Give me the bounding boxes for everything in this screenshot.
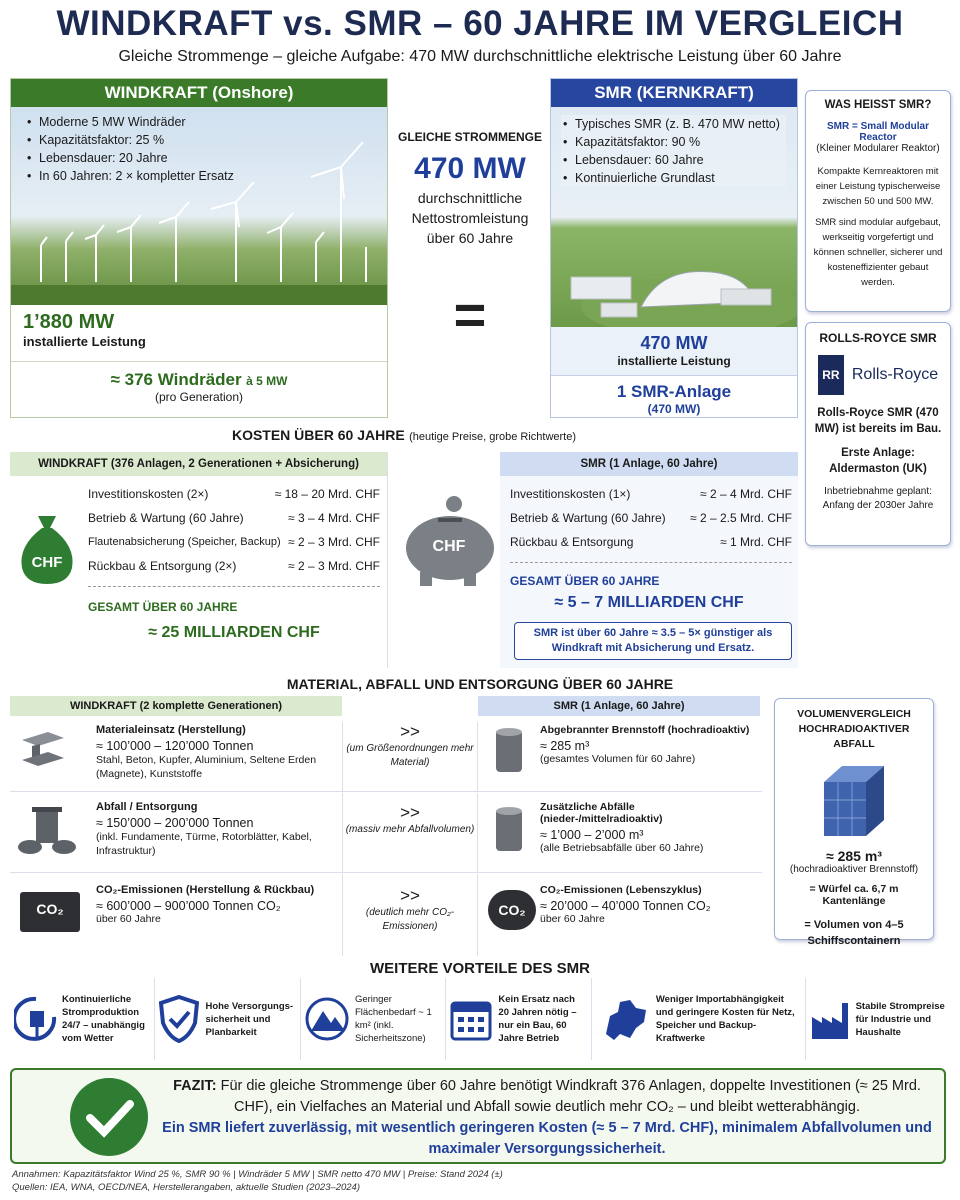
advantage-text: Stabile Strompreise für Industrie und Haushalte	[855, 1000, 945, 1038]
smr-total-label: GESAMT ÜBER 60 JAHRE	[510, 574, 660, 588]
volume-containers: = Volumen von 4–5 Schiffscontainern	[804, 919, 904, 947]
comparison-note: (deutlich mehr CO₂-Emissionen)	[365, 907, 455, 932]
smr-image	[551, 107, 797, 327]
wind-bullet: • Lebensdauer: 20 Jahre	[25, 149, 234, 167]
wind-total-value: ≈ 25 MILLIARDEN CHF	[148, 624, 320, 641]
cost-value: ≈ 2 – 2.5 Mrd. CHF	[690, 511, 792, 525]
smr-costs-rows	[510, 482, 792, 563]
co2-cloud-label: CO₂	[498, 902, 526, 918]
cell-note: Stahl, Beton, Kupfer, Aluminium, Seltene Erden (Magnete), Kunststoffe	[96, 754, 317, 780]
wind-capacity-box	[11, 305, 387, 361]
middle-top-label: GLEICHE STROMMENGE	[397, 130, 542, 144]
cell-value: ≈ 285 m³	[540, 739, 590, 753]
advantages-title: WEITERE VORTEILE DES SMR	[369, 960, 591, 977]
material-wind-header: WINDKRAFT (2 komplette Generationen)	[10, 696, 342, 716]
smr-capacity-value: 470 MW	[640, 333, 708, 353]
smr-material-cell	[540, 801, 760, 854]
volume-title: VOLUMENVERGLEICH HOCHRADIOAKTIVER ABFALL	[797, 708, 911, 750]
wind-capacity-value: 1’880 MW	[23, 311, 115, 333]
cell-title: Abgebrannter Brennstoff (hochradioaktiv)	[540, 724, 750, 736]
cell-note: (gesamtes Volumen für 60 Jahre)	[540, 753, 696, 765]
cell-note: über 60 Jahre	[540, 913, 605, 925]
cell-note: (alle Betriebsabfälle über 60 Jahre)	[540, 842, 704, 854]
cost-label: Investitionskosten (1×)	[510, 487, 631, 501]
wind-costs-panel	[10, 452, 388, 668]
cost-value: ≈ 18 – 20 Mrd. CHF	[274, 487, 380, 501]
cost-label: Rückbau & Entsorgung	[510, 535, 634, 549]
cube-icon	[814, 760, 894, 840]
rr-logo-text: Rolls-Royce	[851, 366, 939, 383]
cell-value: ≈ 1’000 – 2’000 m³	[540, 828, 644, 842]
cell-title: Materialeinsatz (Herstellung)	[96, 724, 246, 736]
volume-note: (hochradioaktiver Brennstoff)	[789, 864, 919, 875]
smr-capacity-label: installierte Leistung	[617, 354, 731, 368]
smr-bullet: • Kapazitätsfaktor: 90 %	[561, 133, 780, 151]
footer-sources: Quellen: IEA, WNA, OECD/NEA, Herstellerangaben, aktuelle Studien (2023–2024)	[12, 1182, 360, 1193]
advantage-item	[806, 978, 950, 1060]
rr-title: ROLLS-ROYCE SMR	[819, 331, 937, 345]
page-subtitle: Gleiche Strommenge – gleiche Aufgabe: 470 MW durchschnittliche elektrische Leistung über 60 Jahre	[118, 48, 842, 65]
rr-logo	[812, 355, 944, 395]
rolls-royce-box	[805, 322, 951, 546]
wind-count-box	[11, 361, 387, 417]
volume-comparison-box	[774, 698, 934, 947]
info-paragraph-1: Kompakte Kernreaktoren mit einer Leistung typischerweise zwischen 50 und 500 MW.	[815, 166, 941, 207]
wind-bullet: • Moderne 5 MW Windräder	[25, 113, 234, 131]
cell-title: Zusätzliche Abfälle (nieder-/mittelradioaktiv)	[540, 801, 663, 825]
wind-image	[11, 107, 387, 305]
smr-header: SMR (KERNKRAFT)	[551, 79, 797, 107]
fazit-text-wrap	[162, 1076, 932, 1160]
middle-value: 470 MW	[414, 152, 526, 185]
cost-row	[88, 554, 380, 578]
cost-label: Flautenabsicherung (Speicher, Backup)	[88, 536, 281, 548]
material-row	[10, 793, 762, 873]
advantage-text: Kontinuierliche Stromproduktion 24/7 – unabhängig vom Wetter	[62, 994, 145, 1044]
info-title: WAS HEISST SMR?	[824, 99, 932, 111]
wind-count-note: (pro Generation)	[154, 390, 244, 404]
waste-drum-icon	[494, 805, 524, 855]
wind-header: WINDKRAFT (Onshore)	[11, 79, 387, 107]
footer	[12, 1168, 948, 1194]
wind-total-label: GESAMT ÜBER 60 JAHRE	[88, 600, 238, 614]
cost-row	[88, 482, 380, 506]
cost-value: ≈ 1 Mrd. CHF	[720, 535, 792, 549]
fuel-drum-icon	[494, 726, 524, 776]
cost-row	[510, 506, 792, 530]
smr-panel	[550, 78, 798, 418]
cost-value: ≈ 2 – 4 Mrd. CHF	[700, 487, 792, 501]
smr-costs-header: SMR (1 Anlage, 60 Jahre)	[500, 452, 798, 476]
wind-costs-header: WINDKRAFT (376 Anlagen, 2 Generationen + Absicherung)	[10, 452, 387, 476]
smr-material-cell	[540, 884, 760, 925]
rr-paragraph-1: Rolls-Royce SMR (470 MW) ist bereits im Bau.	[814, 407, 942, 435]
wind-bullet: • Kapazitätsfaktor: 25 %	[25, 131, 234, 149]
cost-value: ≈ 2 – 3 Mrd. CHF	[288, 535, 380, 549]
smr-count-box	[551, 375, 797, 417]
cost-value: ≈ 3 – 4 Mrd. CHF	[288, 511, 380, 525]
page-title-wrap	[0, 4, 960, 66]
smr-costs-panel	[500, 452, 798, 668]
advantage-text: Weniger Importabhängigkeit und geringere Kosten für Netz, Speicher und Backup-Kraftwerke	[655, 994, 795, 1044]
advantages-row	[10, 978, 950, 1060]
advantage-item	[446, 978, 591, 1060]
cell-value: ≈ 150’000 – 200’000 Tonnen	[96, 816, 254, 830]
costs-title-wrap	[10, 427, 798, 445]
comparison-cell	[342, 874, 478, 956]
wind-capacity-label: installierte Leistung	[23, 334, 146, 349]
advantage-item	[10, 978, 155, 1060]
smr-bullet: • Kontinuierliche Grundlast	[561, 169, 780, 187]
cell-title: CO₂-Emissionen (Lebenszyklus)	[540, 884, 702, 896]
divider	[510, 562, 792, 563]
fazit-blue-text: Ein SMR liefert zuverlässig, mit wesentlich geringeren Kosten (≈ 5 – 7 Mrd. CHF), minimalem Abfallvolumen und maximaler Versorgungssicherheit.	[162, 1120, 932, 1157]
money-bag-icon	[16, 510, 78, 586]
advantage-text: Kein Ersatz nach 20 Jahren nötig – nur ein Bau, 60 Jahre Betrieb	[498, 994, 577, 1044]
factory-icon	[810, 997, 850, 1041]
piggy-bank-icon	[400, 492, 498, 588]
wind-material-cell	[96, 884, 336, 925]
co2-truck-label: CO₂	[36, 901, 64, 917]
comparison-sign: >>	[400, 886, 420, 905]
comparison-note: (massiv mehr Abfallvolumen)	[345, 824, 475, 835]
smr-bullet: • Lebensdauer: 60 Jahre	[561, 151, 780, 169]
advantage-text: Hohe Versorgungs-sicherheit und Planbarkeit	[205, 1000, 294, 1038]
page-title: WINDKRAFT vs. SMR – 60 JAHRE IM VERGLEICH	[56, 4, 904, 43]
shield-icon	[159, 995, 199, 1043]
steel-beam-icon	[18, 730, 68, 770]
material-row	[10, 874, 762, 956]
smr-count: 1 SMR-Anlage	[616, 382, 732, 401]
co2-cloud-icon	[488, 890, 536, 930]
wind-count: ≈ 376 Windräder	[110, 370, 242, 389]
smr-total-value: ≈ 5 – 7 MILLIARDEN CHF	[554, 594, 744, 611]
smr-bullet: • Typisches SMR (z. B. 470 MW netto)	[561, 115, 780, 133]
wind-panel	[10, 78, 388, 418]
info-abbr-de: (Kleiner Modularer Reaktor)	[816, 143, 940, 154]
calendar-icon	[450, 997, 492, 1041]
material-table	[10, 716, 762, 956]
europe-map-icon	[596, 994, 650, 1044]
material-row	[10, 716, 762, 792]
equals-sign: =	[453, 283, 487, 346]
fazit-text: Für die gleiche Strommenge über 60 Jahre benötigt Windkraft 376 Anlagen, doppelte Investitionen (≈ 25 Mrd. CHF), ein Vielfaches an Material und Abfall sowie deutlich mehr CO₂ – und bleibt wetterabhängig.	[220, 1078, 921, 1115]
piggy-bank-label: CHF	[432, 538, 466, 555]
money-bag-label: CHF	[31, 554, 63, 571]
comparison-sign: >>	[400, 722, 420, 741]
cell-title: CO₂-Emissionen (Herstellung & Rückbau)	[96, 884, 315, 896]
cell-value: ≈ 100’000 – 120’000 Tonnen	[96, 739, 254, 753]
cell-note: über 60 Jahre	[96, 913, 161, 925]
info-abbr: SMR = Small Modular Reactor	[827, 121, 929, 143]
smr-plant-illustration	[551, 107, 797, 327]
wind-material-cell	[96, 724, 336, 781]
volume-value: ≈ 285 m³	[826, 848, 882, 864]
rr-paragraph-2: Erste Anlage: Aldermaston (UK)	[829, 447, 927, 475]
material-smr-header: SMR (1 Anlage, 60 Jahre)	[478, 696, 760, 716]
cell-value: ≈ 20’000 – 40’000 Tonnen CO₂	[540, 899, 711, 913]
rr-paragraph-3: Inbetriebnahme geplant: Anfang der 2030er Jahre	[822, 486, 934, 511]
smr-savings-note: SMR ist über 60 Jahre ≈ 3.5 – 5× günstiger als Windkraft mit Absicherung und Ersatz.	[514, 622, 792, 660]
mountain-icon	[305, 997, 349, 1041]
cell-value: ≈ 600’000 – 900’000 Tonnen CO₂	[96, 899, 281, 913]
cell-note: (inkl. Fundamente, Türme, Rotorblätter, Kabel, Infrastruktur)	[96, 831, 312, 857]
volume-cube: = Würfel ca. 6,7 m Kantenlänge	[809, 883, 899, 907]
wind-costs-rows	[88, 482, 380, 587]
plug-icon	[14, 993, 58, 1045]
wind-bullet-list	[25, 113, 234, 185]
comparison-cell	[342, 722, 478, 792]
cost-label: Betrieb & Wartung (60 Jahre)	[510, 511, 666, 525]
wind-count-suffix: à 5 MW	[246, 374, 288, 388]
rr-logo-badge: RR	[818, 355, 844, 395]
comparison-cell	[342, 793, 478, 873]
costs-title-note: (heutige Preise, grobe Richtwerte)	[409, 431, 577, 443]
cost-row	[88, 506, 380, 530]
co2-truck-icon	[20, 892, 80, 932]
fazit-label: FAZIT:	[173, 1078, 217, 1094]
smr-material-cell	[540, 724, 760, 765]
check-icon	[70, 1078, 148, 1156]
waste-bin-icon	[18, 805, 78, 855]
cost-label: Rückbau & Entsorgung (2×)	[88, 559, 237, 573]
smr-capacity-box	[551, 327, 797, 375]
comparison-sign: >>	[400, 803, 420, 822]
comparison-note: (um Größenordnungen mehr Material)	[346, 743, 474, 768]
wind-material-cell	[96, 801, 336, 858]
wind-bullet: • In 60 Jahren: 2 × kompletter Ersatz	[25, 167, 234, 185]
cell-title: Abfall / Entsorgung	[96, 801, 198, 813]
middle-desc: durchschnittliche Nettostromleistung über 60 Jahre	[411, 190, 529, 246]
info-paragraph-2: SMR sind modular aufgebaut, werkseitig vorgefertigt und können schneller, sicherer und kosteneffizienter gebaut werden.	[813, 217, 943, 288]
cost-row	[510, 530, 792, 554]
middle-comparison	[395, 130, 545, 347]
cost-value: ≈ 2 – 3 Mrd. CHF	[288, 559, 380, 573]
smr-count-note: (470 MW)	[647, 402, 701, 416]
cost-label: Investitionskosten (2×)	[88, 487, 209, 501]
material-title: MATERIAL, ABFALL UND ENTSORGUNG ÜBER 60 JAHRE	[286, 676, 674, 692]
smr-info-box	[805, 90, 951, 312]
advantage-item	[301, 978, 446, 1060]
footer-assumptions: Annahmen: Kapazitätsfaktor Wind 25 %, SMR 90 % | Windräder 5 MW | SMR netto 470 MW | Preise: Stand 2024 (±)	[12, 1169, 503, 1180]
divider	[88, 586, 380, 587]
cost-row	[88, 530, 380, 554]
advantage-item	[155, 978, 300, 1060]
cost-row	[510, 482, 792, 506]
advantage-text: Geringer Flächenbedarf ~ 1 km² (inkl. Sicherheitszone)	[354, 994, 432, 1044]
cost-label: Betrieb & Wartung (60 Jahre)	[88, 511, 244, 525]
fazit-box	[10, 1068, 946, 1164]
advantage-item	[592, 978, 806, 1060]
costs-title: KOSTEN ÜBER 60 JAHRE	[231, 427, 405, 443]
